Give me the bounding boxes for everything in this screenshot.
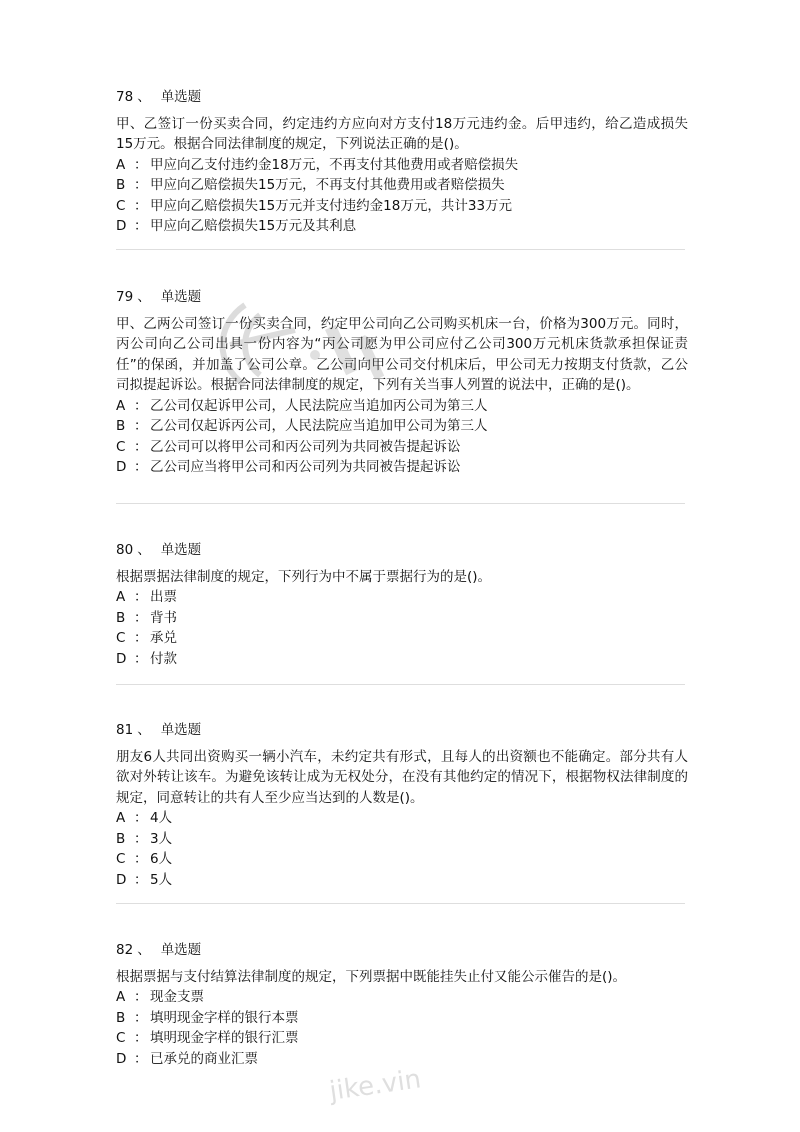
option-colon: ：	[134, 851, 148, 867]
option-c	[116, 628, 688, 649]
option-list	[116, 396, 688, 478]
option-colon: ：	[134, 650, 148, 667]
option-letter: D	[116, 1050, 127, 1067]
question-separator: 、	[137, 942, 151, 958]
question-stem: 甲、乙两公司签订一份买卖合同，约定甲公司向乙公司购买机床一台，价格为300万元。同时，丙公司向乙公司出具一份内容为“丙公司愿为甲公司应付乙公司300万元机床货款承担保证责任”的保函，并加盖了公司公章。乙公司向甲公司交付机床后，甲公司无力按期支付货款，乙公司拟提起诉讼。根据合同法律制度的规定，下列有关当事人列置的说法中，正确的是()。	[116, 315, 688, 393]
option-letter: D	[116, 218, 127, 234]
question-79	[116, 287, 688, 478]
option-letter: D	[116, 650, 127, 667]
option-b	[116, 416, 688, 437]
option-text: 付款	[150, 650, 177, 667]
watermark-text: jike.vin	[327, 1064, 423, 1107]
option-b	[116, 608, 688, 629]
option-d	[116, 457, 688, 478]
option-colon: ：	[134, 397, 148, 414]
option-text: 乙公司应当将甲公司和丙公司列为共同被告提起诉讼	[150, 459, 461, 475]
option-text: 乙公司仅起诉丙公司，人民法院应当追加甲公司为第三人	[150, 418, 488, 434]
option-letter: A	[116, 810, 126, 826]
option-text: 6人	[150, 851, 173, 867]
option-a	[116, 808, 688, 829]
question-stem: 根据票据法律制度的规定，下列行为中不属于票据行为的是()。	[116, 568, 492, 585]
question-stem: 根据票据与支付结算法律制度的规定，下列票据中既能挂失止付又能公示催告的是()。	[116, 968, 627, 985]
option-c	[116, 196, 688, 217]
option-letter: B	[116, 177, 126, 193]
option-letter: B	[116, 609, 126, 626]
question-type: 单选题	[160, 289, 202, 305]
question-stem: 甲、乙签订一份买卖合同，约定违约方应向对方支付18万元违约金。后甲违约，给乙造成损失15万元。根据合同法律制度的规定，下列说法正确的是()。	[116, 115, 688, 152]
option-letter: A	[116, 156, 126, 173]
option-text: 填明现金字样的银行汇票	[150, 1030, 299, 1046]
option-text: 甲应向乙赔偿损失15万元及其利息	[150, 218, 357, 234]
option-text: 乙公司仅起诉甲公司，人民法院应当追加丙公司为第三人	[150, 397, 488, 414]
option-letter: A	[116, 589, 126, 605]
question-number: 78	[116, 89, 134, 105]
question-separator: 、	[137, 289, 151, 305]
question-number: 81	[116, 722, 134, 738]
option-list	[116, 155, 688, 237]
option-list	[116, 808, 688, 890]
option-a	[116, 155, 688, 176]
option-colon: ：	[134, 830, 148, 847]
option-colon: ：	[134, 609, 148, 626]
option-colon: ：	[134, 418, 148, 434]
option-colon: ：	[134, 197, 148, 214]
option-text: 甲应向乙赔偿损失15万元，不再支付其他费用或者赔偿损失	[150, 177, 505, 193]
question-number: 82	[116, 942, 134, 958]
option-text: 4人	[150, 810, 173, 826]
option-list	[116, 987, 688, 1069]
question-number: 79	[116, 289, 134, 305]
option-letter: A	[116, 397, 126, 414]
option-list	[116, 587, 688, 669]
option-b	[116, 829, 688, 850]
option-letter: B	[116, 418, 126, 434]
option-letter: A	[116, 989, 126, 1005]
question-header	[116, 540, 688, 561]
option-text: 甲应向乙支付违约金18万元，不再支付其他费用或者赔偿损失	[150, 156, 519, 173]
option-d	[116, 870, 688, 891]
option-text: 5人	[150, 871, 173, 888]
option-colon: ：	[134, 1050, 148, 1067]
option-colon: ：	[134, 218, 148, 234]
option-letter: C	[116, 630, 126, 646]
divider	[116, 503, 685, 504]
option-colon: ：	[134, 630, 148, 646]
question-type: 单选题	[160, 89, 202, 105]
option-b	[116, 1008, 688, 1029]
question-number: 80	[116, 542, 134, 558]
option-a	[116, 396, 688, 417]
option-letter: C	[116, 197, 126, 214]
question-header	[116, 287, 688, 308]
option-letter: B	[116, 830, 126, 847]
option-colon: ：	[134, 177, 148, 193]
option-a	[116, 587, 688, 608]
option-text: 现金支票	[150, 989, 204, 1005]
question-separator: 、	[137, 722, 151, 738]
question-type: 单选题	[160, 542, 202, 558]
option-text: 甲应向乙赔偿损失15万元并支付违约金18万元，共计33万元	[150, 197, 513, 214]
option-colon: ：	[134, 989, 148, 1005]
option-text: 填明现金字样的银行本票	[150, 1009, 299, 1026]
option-letter: C	[116, 1030, 126, 1046]
question-type: 单选题	[160, 722, 202, 738]
option-a	[116, 987, 688, 1008]
question-78	[116, 87, 688, 237]
option-c	[116, 849, 688, 870]
question-header	[116, 940, 688, 961]
option-colon: ：	[134, 459, 148, 475]
option-c	[116, 1028, 688, 1049]
option-letter: B	[116, 1009, 126, 1026]
question-separator: 、	[137, 542, 151, 558]
option-c	[116, 437, 688, 458]
question-80	[116, 540, 688, 669]
option-letter: C	[116, 851, 126, 867]
option-text: 承兑	[150, 630, 177, 646]
option-text: 背书	[150, 609, 177, 626]
option-letter: D	[116, 459, 127, 475]
divider	[116, 903, 685, 904]
option-colon: ：	[134, 156, 148, 173]
option-text: 出票	[150, 589, 177, 605]
option-colon: ：	[134, 589, 148, 605]
option-b	[116, 175, 688, 196]
option-text: 乙公司可以将甲公司和丙公司列为共同被告提起诉讼	[150, 438, 461, 455]
divider	[116, 684, 685, 685]
question-82	[116, 940, 688, 1069]
question-stem: 朋友6人共同出资购买一辆小汽车，未约定共有形式，且每人的出资额也不能确定。部分共有人欲对外转让该车。为避免该转让成为无权处分，在没有其他约定的情况下，根据物权法律制度的规定，同意转让的共有人至少应当达到的人数是()。	[116, 748, 688, 806]
option-colon: ：	[134, 871, 148, 888]
option-colon: ：	[134, 810, 148, 826]
option-colon: ：	[134, 1030, 148, 1046]
question-header	[116, 720, 688, 741]
option-letter: D	[116, 871, 127, 888]
question-81	[116, 720, 688, 890]
question-separator: 、	[137, 89, 151, 105]
question-type: 单选题	[160, 942, 202, 958]
option-d	[116, 216, 688, 237]
option-colon: ：	[134, 1009, 148, 1026]
option-text: 3人	[150, 830, 173, 847]
option-d	[116, 1049, 688, 1070]
question-header	[116, 87, 688, 108]
option-letter: C	[116, 438, 126, 455]
option-text: 已承兑的商业汇票	[150, 1050, 258, 1067]
option-colon: ：	[134, 438, 148, 455]
divider	[116, 249, 685, 250]
option-d	[116, 649, 688, 670]
